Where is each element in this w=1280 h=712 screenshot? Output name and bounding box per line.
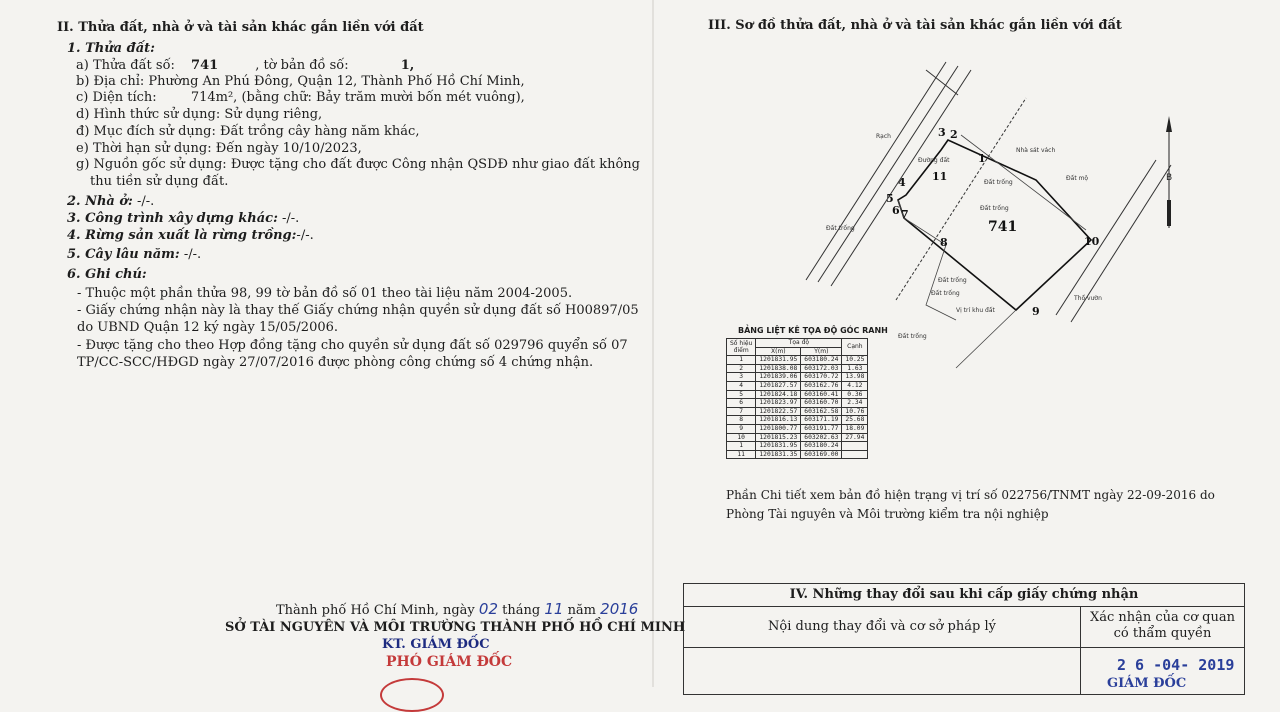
item-2: 2. Nhà ở: -/-. bbox=[67, 194, 155, 209]
th-toa-do: Tọa độ bbox=[756, 339, 842, 348]
cell-y: 603162.76 bbox=[801, 381, 842, 390]
cell-x: 1201838.08 bbox=[756, 364, 801, 373]
signing-place-date: Thành phố Hồ Chí Minh, ngày 02 tháng 11 năm 2016 bbox=[276, 600, 639, 618]
cell-y: 603170.72 bbox=[801, 373, 842, 382]
cell-y: 603162.58 bbox=[801, 407, 842, 416]
table-row bbox=[727, 407, 868, 416]
cell-id: 2 bbox=[727, 364, 756, 373]
cell-edge: 10.25 bbox=[842, 356, 868, 365]
land-title: 1. Thửa đất: bbox=[67, 41, 155, 56]
label-vi-tri: Vị trí khu đất bbox=[956, 307, 995, 314]
sign-month: 11 bbox=[544, 600, 564, 618]
cell-id: 8 bbox=[727, 416, 756, 425]
item-5: 5. Cây lâu năm: -/-. bbox=[67, 247, 202, 262]
cell-y: 603202.63 bbox=[801, 433, 842, 442]
section-4-title: IV. Những thay đổi sau khi cấp giấy chứng nhận bbox=[684, 584, 1244, 607]
cell-x: 1201831.95 bbox=[756, 442, 801, 451]
point-9-label: 9 bbox=[1032, 305, 1040, 318]
label-dat-trong-a: Đất trống bbox=[984, 179, 1013, 186]
cell-x: 1201831.95 bbox=[756, 356, 801, 365]
th-y: Y(m) bbox=[801, 347, 842, 356]
map-note-2: Phòng Tài nguyên và Môi trường kiểm tra nội nghiệp bbox=[726, 507, 1049, 521]
cell-edge: 0.36 bbox=[842, 390, 868, 399]
page-fold bbox=[652, 0, 654, 687]
table-row bbox=[727, 399, 868, 408]
note-3a: - Được tặng cho theo Hợp đồng tặng cho quyền sử dụng đất số 029796 quyển số 07 bbox=[77, 338, 628, 353]
parcel-number-label: 741 bbox=[988, 219, 1018, 235]
cell-edge: 10.76 bbox=[842, 407, 868, 416]
table-row bbox=[727, 364, 868, 373]
north-label: B bbox=[1166, 173, 1173, 183]
note-2a: - Giấy chứng nhận này là thay thế Giấy chứng nhận quyền sử dụng đất số H00897/05 bbox=[77, 303, 639, 318]
section-3-title: III. Sơ đồ thửa đất, nhà ở và tài sản khác gắn liền với đất bbox=[708, 18, 1122, 33]
coord-table bbox=[726, 338, 868, 459]
usage-purpose-line: đ) Mục đích sử dụng: Đất trồng cây hàng năm khác, bbox=[76, 124, 420, 139]
table-row: 11 1201831.35 603169.00 bbox=[727, 450, 868, 459]
issuing-org: SỞ TÀI NGUYÊN VÀ MÔI TRƯỜNG THÀNH PHỐ HỒ CHÍ MINH bbox=[225, 620, 686, 635]
cell-id: 1 bbox=[727, 356, 756, 365]
cell-id: 10 bbox=[727, 433, 756, 442]
coord-table-body bbox=[727, 356, 868, 451]
table-row bbox=[727, 381, 868, 390]
parcel-line bbox=[76, 58, 414, 73]
point-5-label: 5 bbox=[886, 192, 894, 205]
label-dat-trong-b: Đất trống bbox=[980, 205, 1009, 212]
point-2-label: 2 bbox=[950, 128, 958, 141]
road-line-4 bbox=[896, 98, 1026, 300]
label-dat-mo: Đất mộ bbox=[1066, 175, 1089, 182]
point-7-label: 7 bbox=[901, 208, 909, 221]
deputy-director-stamp: PHÓ GIÁM ĐỐC bbox=[386, 654, 513, 670]
cell-edge: 13.98 bbox=[842, 373, 868, 382]
right-road-1 bbox=[1056, 160, 1156, 315]
coord-table-title: BẢNG LIỆT KÊ TỌA ĐỘ GÓC RANH bbox=[738, 326, 888, 335]
label-nha-sat: Nhà sát vách bbox=[1016, 147, 1056, 154]
cell-x: 1201822.57 bbox=[756, 407, 801, 416]
address-line: b) Địa chỉ: Phường An Phú Đông, Quận 12, Thành Phố Hồ Chí Minh, bbox=[76, 74, 525, 89]
note-3b: TP/CC-SCC/HĐGD ngày 27/07/2016 được phòng công chứng số 4 chứng nhận. bbox=[77, 355, 594, 370]
cell-id: 7 bbox=[727, 407, 756, 416]
cell-edge: 18.09 bbox=[842, 424, 868, 433]
cell-y: 603191.77 bbox=[801, 424, 842, 433]
cell-id: 4 bbox=[727, 381, 756, 390]
east-edge bbox=[1036, 180, 1091, 240]
cell-edge: 27.94 bbox=[842, 433, 868, 442]
point-4-label: 4 bbox=[898, 176, 906, 189]
cell-y: 603171.19 bbox=[801, 416, 842, 425]
item-3: 3. Công trình xây dựng khác: -/-. bbox=[67, 211, 300, 226]
table-row bbox=[727, 416, 868, 425]
point-11-label: 11 bbox=[932, 170, 948, 183]
item-4: 4. Rừng sản xuất là rừng trồng:-/-. bbox=[67, 228, 314, 243]
point-1-label: 1 bbox=[978, 152, 986, 165]
kt-director: KT. GIÁM ĐỐC bbox=[382, 637, 490, 652]
cell-y: 603172.03 bbox=[801, 364, 842, 373]
usage-term-line: e) Thời hạn sử dụng: Đến ngày 10/10/2023, bbox=[76, 141, 362, 156]
label-dat-trong-c: Đất trống bbox=[931, 290, 960, 297]
sign-day: 02 bbox=[478, 600, 498, 618]
sheet-number: 1, bbox=[400, 58, 415, 73]
section-2-title: II. Thửa đất, nhà ở và tài sản khác gắn liền với đất bbox=[57, 20, 424, 35]
cell-edge: 4.12 bbox=[842, 381, 868, 390]
changes-table bbox=[683, 583, 1245, 695]
label-rach: Rạch bbox=[876, 133, 891, 140]
point-10-label: 10 bbox=[1084, 235, 1100, 248]
label-dat-trong-d: Đất trống bbox=[938, 277, 967, 284]
area-label: c) Diện tích: bbox=[76, 90, 157, 105]
sign-year: 2016 bbox=[600, 600, 639, 618]
table-row bbox=[727, 442, 868, 451]
th-canh: Cạnh bbox=[842, 339, 868, 356]
th-so-hieu: Số hiệu điểm bbox=[727, 339, 756, 356]
confirm-director: GIÁM ĐỐC bbox=[1107, 676, 1187, 691]
cell-edge bbox=[842, 442, 868, 451]
confirm-date-stamp: 2 6 -04- 2019 bbox=[1117, 656, 1235, 674]
parcel-number: 741 bbox=[191, 58, 219, 73]
cell-x: 1201824.18 bbox=[756, 390, 801, 399]
th-x: X(m) bbox=[756, 347, 801, 356]
label-dat-trong-f: Đất trống bbox=[826, 225, 855, 232]
cell-id: 5 bbox=[727, 390, 756, 399]
label-tho-vuon: Thổ vườn bbox=[1074, 295, 1102, 302]
cell-edge: 2.34 bbox=[842, 399, 868, 408]
cell-id: 3 bbox=[727, 373, 756, 382]
label-dat-trong-e: Đất trống bbox=[898, 333, 927, 340]
table-row bbox=[727, 433, 868, 442]
point-8-label: 8 bbox=[940, 236, 948, 249]
usage-form-line: d) Hình thức sử dụng: Sử dụng riêng, bbox=[76, 107, 323, 122]
cell-id: 1 bbox=[727, 442, 756, 451]
item-6-title: 6. Ghi chú: bbox=[67, 267, 147, 282]
cell-id: 6 bbox=[727, 399, 756, 408]
note-1: - Thuộc một phần thửa 98, 99 tờ bản đồ số 01 theo tài liệu năm 2004-2005. bbox=[77, 286, 573, 301]
changes-confirm-header: Xác nhận của cơ quan có thẩm quyền bbox=[1089, 610, 1235, 641]
sheet-label: , tờ bản đồ số: bbox=[255, 58, 349, 73]
origin-line-1: g) Nguồn gốc sử dụng: Được tặng cho đất được Công nhận QSDĐ như giao đất không bbox=[76, 157, 640, 172]
origin-line-2: thu tiền sử dụng đất. bbox=[90, 174, 229, 189]
cell-x: 1201800.77 bbox=[756, 424, 801, 433]
area-line bbox=[76, 90, 525, 105]
note-2b: do UBND Quận 12 ký ngày 15/05/2006. bbox=[77, 320, 339, 335]
red-seal bbox=[380, 678, 444, 712]
area-value: 714m², (bằng chữ: Bảy trăm mười bốn mét vuông), bbox=[190, 90, 525, 105]
cell-x: 1201816.13 bbox=[756, 416, 801, 425]
map-note-1: Phần Chi tiết xem bản đồ hiện trạng vị trí số 022756/TNMT ngày 22-09-2016 do bbox=[726, 488, 1215, 502]
cell-edge: 25.68 bbox=[842, 416, 868, 425]
cell-y: 603180.24 bbox=[801, 442, 842, 451]
lower-boundary bbox=[956, 310, 1016, 368]
table-row bbox=[727, 390, 868, 399]
cell-x: 1201827.57 bbox=[756, 381, 801, 390]
cell-x: 1201815.23 bbox=[756, 433, 801, 442]
table-row bbox=[727, 356, 868, 365]
cell-y: 603180.24 bbox=[801, 356, 842, 365]
point-6-label: 6 bbox=[892, 204, 900, 217]
point-3-label: 3 bbox=[938, 126, 946, 139]
changes-content-header: Nội dung thay đổi và cơ sở pháp lý bbox=[684, 607, 1081, 647]
cell-edge: 1.63 bbox=[842, 364, 868, 373]
cell-y: 603160.70 bbox=[801, 399, 842, 408]
cell-id: 9 bbox=[727, 424, 756, 433]
label-duong-dat: Đường đất bbox=[918, 157, 950, 164]
table-row bbox=[727, 424, 868, 433]
cell-y: 603160.41 bbox=[801, 390, 842, 399]
table-row bbox=[727, 373, 868, 382]
cell-x: 1201839.06 bbox=[756, 373, 801, 382]
cell-x: 1201823.97 bbox=[756, 399, 801, 408]
parcel-label: a) Thửa đất số: bbox=[76, 58, 175, 73]
